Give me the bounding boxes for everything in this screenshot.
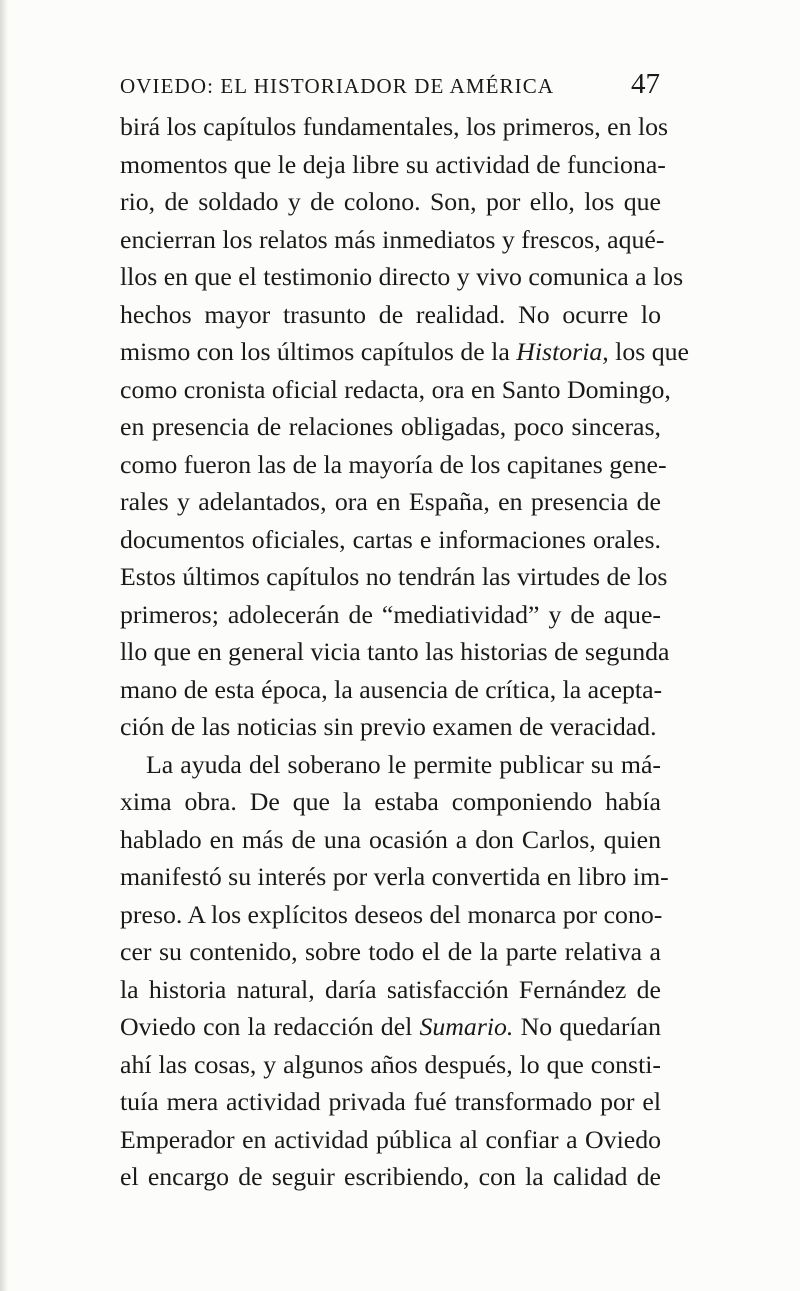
text-run: Oviedo con la redacción del [120, 1012, 420, 1041]
text-line: mano de esta época, la ausencia de crítica, la acepta- [120, 674, 663, 704]
text-line: llo que en general vicia tanto las historias de segunda [120, 637, 670, 666]
text-run: mismo con los últimos capítulos de la [120, 337, 517, 366]
text-line: tuía mera actividad privada fué transformado por el [120, 1087, 661, 1116]
text-line: cer su contenido, sobre todo el de la parte relativa a [120, 937, 661, 966]
text-line: birá los capítulos fundamentales, los primeros, en los [120, 112, 669, 141]
italic-title: Historia, [516, 337, 609, 366]
text-run: los que [608, 337, 689, 366]
text-line [120, 333, 689, 371]
text-run: No quedarían [513, 1012, 661, 1041]
text-line: como fueron las de la mayoría de los capitanes gene- [120, 449, 667, 479]
text-line: el encargo de seguir escribiendo, con la calidad de [120, 1162, 661, 1191]
page-gutter-shadow [0, 0, 8, 1291]
text-line: manifestó su interés por verla convertida en libro im- [120, 862, 669, 891]
text-line: llos en que el testimonio directo y vivo comunica a los [120, 262, 684, 291]
italic-title: Sumario. [419, 1012, 514, 1041]
text-line: La ayuda del soberano le permite publicar su má- [146, 749, 661, 779]
text-line: rales y adelantados, ora en España, en presencia de [120, 487, 661, 516]
text-line: preso. A los explícitos deseos del monarca por cono- [120, 899, 663, 929]
page-number: 47 [631, 68, 660, 100]
text-line: en presencia de relaciones obligadas, poco sinceras, [120, 412, 661, 441]
text-line: primeros; adolecerán de “mediatividad” y de aque- [120, 599, 661, 629]
text-line: la historia natural, daría satisfacción Fernández de [120, 974, 661, 1004]
text-line: rio, de soldado y de colono. Son, por ello, los que [120, 187, 661, 216]
text-line: hablado en más de una ocasión a don Carlos, quien [120, 824, 661, 854]
text-line: encierran los relatos más inmediatos y frescos, aqué- [120, 224, 665, 254]
text-line: como cronista oficial redacta, ora en Santo Domingo, [120, 374, 671, 404]
text-line [120, 1008, 661, 1046]
text-line: hechos mayor trasunto de realidad. No ocurre lo [120, 299, 661, 329]
text-line: Estos últimos capítulos no tendrán las virtudes de los [120, 562, 668, 591]
text-line: Emperador en actividad pública al confiar a Oviedo [120, 1124, 661, 1154]
text-line: xima obra. De que la estaba componiendo había [120, 787, 661, 816]
running-head: OVIEDO: EL HISTORIADOR DE AMÉRICA [120, 74, 555, 98]
text-line: documentos oficiales, cartas e informaciones orales. [120, 524, 661, 554]
text-line: ción de las noticias sin previo examen de veracidad. [120, 712, 657, 741]
body-text [120, 108, 689, 1196]
text-line: ahí las cosas, y algunos años después, lo que consti- [120, 1049, 661, 1079]
text-line: momentos que le deja libre su actividad de funciona- [120, 149, 666, 179]
